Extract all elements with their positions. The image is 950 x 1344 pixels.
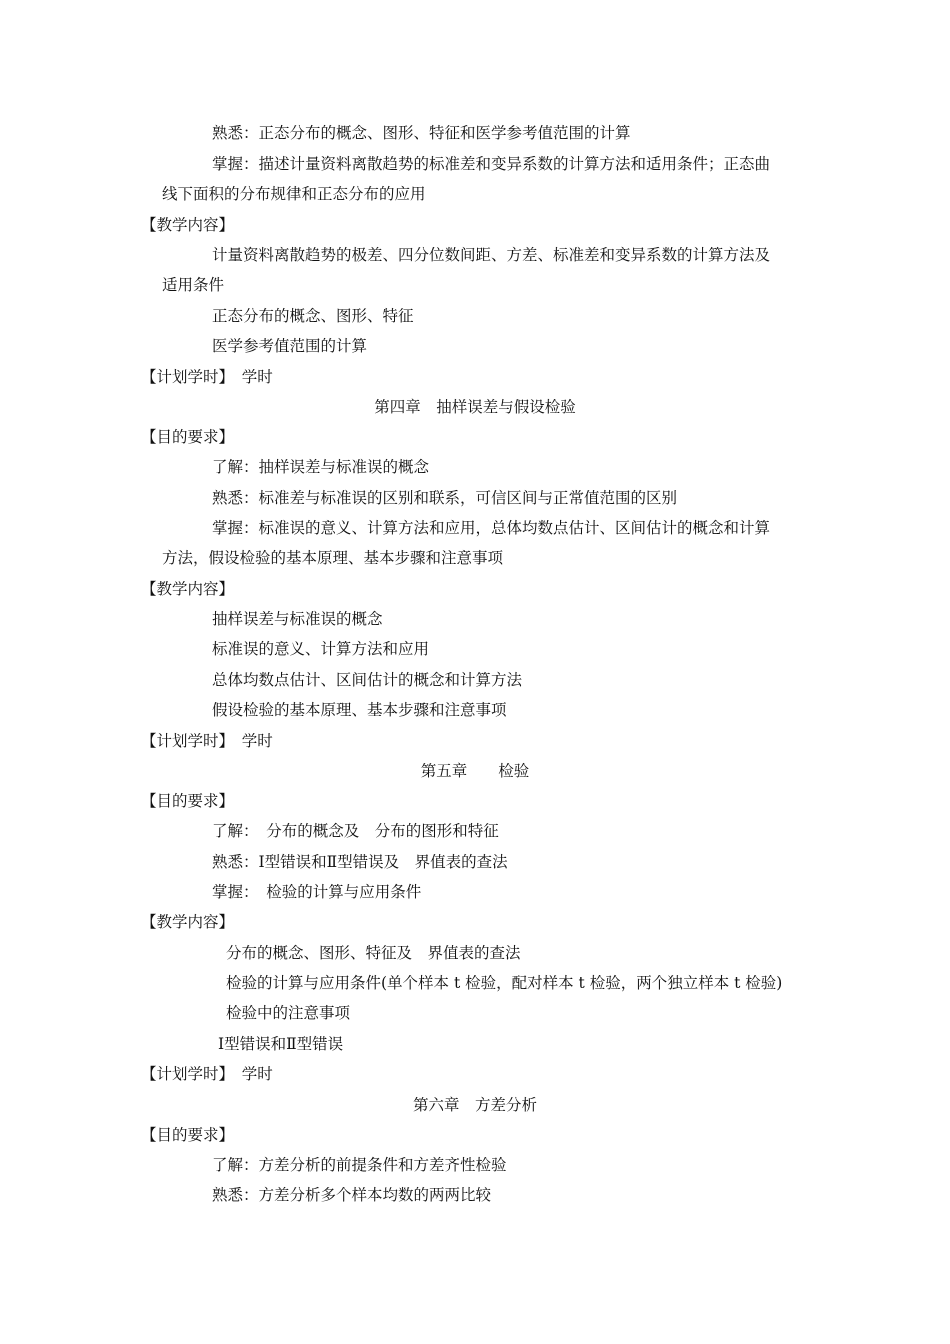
body-line: 了解： 分布的概念及 分布的图形和特征: [212, 822, 499, 840]
body-line: 掌握：描述计量资料离散趋势的标准差和变异系数的计算方法和适用条件；正态曲: [212, 155, 771, 173]
chapter-title: 第四章 抽样误差与假设检验: [374, 398, 576, 416]
section-heading: 【目的要求】: [141, 792, 235, 810]
body-line: 掌握：标准误的意义、计算方法和应用，总体均数点估计、区间估计的概念和计算: [212, 519, 771, 537]
body-line: 熟悉：标准差与标准误的区别和联系，可信区间与正常值范围的区别: [212, 489, 678, 507]
section-heading: 【计划学时】 学时: [141, 732, 273, 750]
body-line: 适用条件: [162, 276, 225, 294]
body-line: 分布的概念、图形、特征及 界值表的查法: [226, 944, 521, 962]
body-line: 计量资料离散趋势的极差、四分位数间距、方差、标准差和变异系数的计算方法及: [212, 246, 771, 264]
section-heading: 【目的要求】: [141, 1126, 235, 1144]
body-line: 正态分布的概念、图形、特征: [212, 307, 414, 325]
chapter-title: 第五章 检验: [420, 762, 530, 780]
body-line: 总体均数点估计、区间估计的概念和计算方法: [212, 671, 523, 689]
body-line: 掌握： 检验的计算与应用条件: [212, 883, 422, 901]
body-line: 熟悉：Ⅰ型错误和Ⅱ型错误及 界值表的查法: [212, 853, 508, 871]
section-heading: 【教学内容】: [141, 580, 235, 598]
section-heading: 【目的要求】: [141, 428, 235, 446]
chapter-title: 第六章 方差分析: [412, 1096, 537, 1114]
body-line: 检验的计算与应用条件(单个样本 t 检验，配对样本 t 检验，两个独立样本 t 检验): [226, 974, 783, 992]
body-line: 检验中的注意事项: [226, 1004, 351, 1022]
body-line: 抽样误差与标准误的概念: [212, 610, 383, 628]
body-line: 假设检验的基本原理、基本步骤和注意事项: [212, 701, 507, 719]
body-line: 熟悉：方差分析多个样本均数的两两比较: [212, 1186, 492, 1204]
body-line: 医学参考值范围的计算: [212, 337, 368, 355]
body-line: 方法，假设检验的基本原理、基本步骤和注意事项: [162, 549, 504, 567]
body-line: 了解：抽样误差与标准误的概念: [212, 458, 430, 476]
body-line: 了解：方差分析的前提条件和方差齐性检验: [212, 1156, 507, 1174]
section-heading: 【教学内容】: [141, 216, 235, 234]
section-heading: 【教学内容】: [141, 913, 235, 931]
body-line: 标准误的意义、计算方法和应用: [212, 640, 430, 658]
body-line: Ⅰ型错误和Ⅱ型错误: [218, 1035, 344, 1053]
section-heading: 【计划学时】 学时: [141, 1065, 273, 1083]
section-heading: 【计划学时】 学时: [141, 368, 273, 386]
body-line: 熟悉：正态分布的概念、图形、特征和医学参考值范围的计算: [212, 124, 631, 142]
body-line: 线下面积的分布规律和正态分布的应用: [162, 185, 426, 203]
